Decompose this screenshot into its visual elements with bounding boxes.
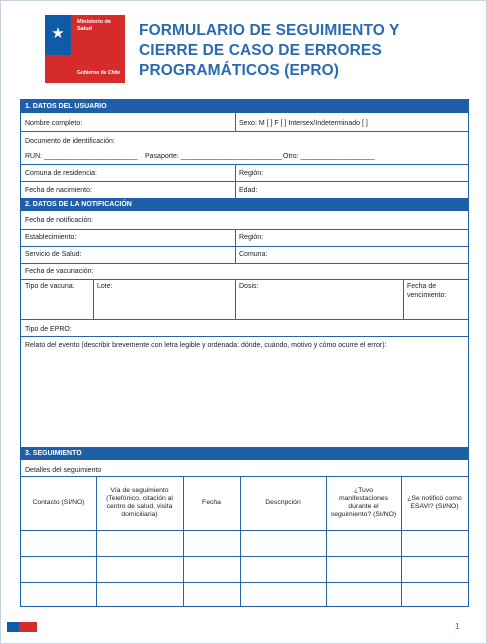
divider <box>21 181 468 182</box>
divider <box>21 319 468 320</box>
notification-date-field[interactable]: Fecha de notificación: <box>25 217 94 224</box>
divider <box>21 336 468 337</box>
residence-commune-field[interactable]: Comuna de residencia: <box>25 170 97 177</box>
table-row[interactable] <box>21 557 468 582</box>
passport-field[interactable]: Pasaporte: __________________________ <box>145 153 283 160</box>
column-header-description: Descripción <box>265 499 301 506</box>
divider <box>403 279 404 319</box>
footer-blue-block <box>7 622 19 632</box>
expiry-date-field[interactable]: Fecha de vencimiento: <box>407 283 447 299</box>
page-number: 1 <box>455 622 460 631</box>
table-row[interactable] <box>21 583 468 607</box>
logo-government-text: Gobierno de Chile <box>77 70 121 76</box>
id-document-label: Documento de identificación: <box>25 138 115 145</box>
form-body <box>20 99 469 607</box>
divider <box>21 131 468 132</box>
commune-field[interactable]: Comuna: <box>239 251 268 258</box>
section-3-header: 3. SEGUIMIENTO <box>21 447 468 460</box>
age-field[interactable]: Edad: <box>239 187 258 194</box>
form-title: FORMULARIO DE SEGUIMIENTO Y CIERRE DE CASO DE ERRORES PROGRAMÁTICOS (EPRO) <box>139 22 400 79</box>
logo-red-band <box>45 55 125 83</box>
section-2-header: 2. DATOS DE LA NOTIFICACIÓN <box>21 198 468 211</box>
column-header-follow-up-method: Vía de seguimiento (Telefónico, citación al centro de salud, visita domiciliaria) <box>106 487 173 518</box>
divider <box>93 279 94 319</box>
notification-region-field[interactable]: Región: <box>239 234 264 241</box>
other-document-field[interactable]: Otro: ___________________ <box>283 153 375 160</box>
doses-field[interactable]: Dosis: <box>239 283 259 290</box>
divider <box>21 229 468 230</box>
ministry-logo <box>45 15 125 83</box>
logo-ministry-text: Ministerio de Salud <box>77 19 111 32</box>
vaccine-type-field[interactable]: Tipo de vacuna: <box>25 283 75 290</box>
footer-flag-bar <box>7 622 37 632</box>
event-account-field[interactable]: Relato del evento (describir brevemente con letra legible y ordenada: dónde, cuándo, motivo y cómo ocurre el error): <box>25 342 387 349</box>
divider <box>235 279 236 319</box>
full-name-field[interactable]: Nombre completo: <box>25 120 83 127</box>
footer-red-block <box>19 622 37 632</box>
divider <box>21 164 468 165</box>
follow-up-details-label: Detalles del seguimiento <box>25 467 102 474</box>
health-service-field[interactable]: Servicio de Salud: <box>25 251 82 258</box>
column-header-manifestations: ¿Tuvo manifestaciones durante el seguimiento? (SI/NO) <box>330 487 397 518</box>
star-icon: ★ <box>51 24 65 42</box>
column-header-date: Fecha <box>202 499 221 506</box>
sex-field[interactable]: Sexo: M [ ] F [ ] Intersex/Indeterminado [ ] <box>239 120 368 127</box>
table-row[interactable] <box>21 531 468 556</box>
lot-field[interactable]: Lote: <box>97 283 113 290</box>
vaccination-date-field[interactable]: Fecha de vacunación: <box>25 268 94 275</box>
establishment-field[interactable]: Establecimiento: <box>25 234 77 241</box>
divider <box>21 263 468 264</box>
divider <box>21 246 468 247</box>
divider <box>235 113 236 131</box>
divider <box>21 279 468 280</box>
epro-type-field[interactable]: Tipo de EPRO: <box>25 326 72 333</box>
run-field[interactable]: RUN: ________________________ <box>25 153 138 160</box>
column-header-contact: Contacto (SI/NO) <box>32 499 85 506</box>
region-field[interactable]: Región: <box>239 170 264 177</box>
column-header-esavi: ¿Se notificó como ESAVI? (SI/NO) <box>407 495 462 510</box>
section-1-header: 1. DATOS DEL USUARIO <box>21 100 468 113</box>
birth-date-field[interactable]: Fecha de nacimiento: <box>25 187 92 194</box>
